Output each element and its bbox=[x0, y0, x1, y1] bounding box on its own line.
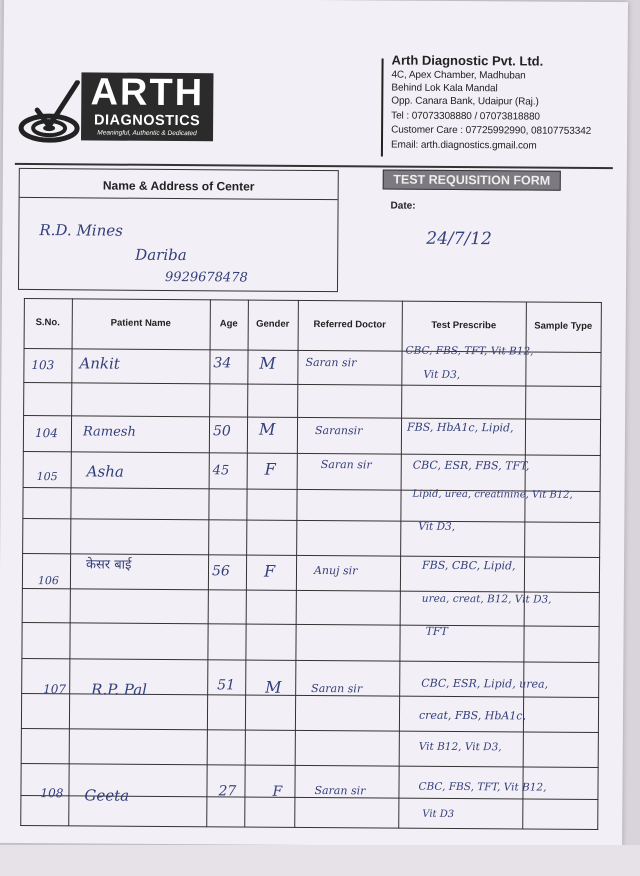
row-106-tests-3: TFT bbox=[425, 624, 448, 638]
row-106-name: केसर बाई bbox=[85, 557, 132, 573]
center-phone: 9929678478 bbox=[165, 269, 248, 286]
row-104-tests-1: FBS, HbA1c, Lipid, bbox=[406, 420, 514, 435]
row-107-gender: M bbox=[265, 677, 282, 697]
center-heading: Name & Address of Center bbox=[20, 169, 338, 200]
row-108-doctor: Saran sir bbox=[314, 784, 366, 798]
row-103-age: 34 bbox=[213, 355, 232, 372]
company-customer-care: Customer Care : 07725992990, 08107753342 bbox=[391, 124, 592, 137]
company-email: Email: arth.diagnostics.gmail.com bbox=[390, 139, 537, 152]
row-103-tests-1: CBC, FBS, TFT, Vit B12, bbox=[405, 344, 534, 358]
row-104-sno: 104 bbox=[34, 426, 58, 441]
row-103-doctor: Saran sir bbox=[305, 355, 357, 370]
target-check-icon bbox=[15, 80, 85, 144]
row-107-tests-1: CBC, ESR, Lipid, urea, bbox=[421, 676, 549, 691]
row-103-name: Ankit bbox=[79, 354, 120, 373]
row-104-name: Ramesh bbox=[82, 424, 136, 440]
header-gender: Gender bbox=[256, 318, 290, 330]
row-106-sno: 106 bbox=[37, 574, 59, 588]
logo-subbrand: DIAGNOSTICS bbox=[93, 112, 201, 130]
header-age: Age bbox=[219, 318, 238, 330]
company-name: Arth Diagnostic Pvt. Ltd. bbox=[391, 52, 544, 69]
row-105-gender: F bbox=[264, 459, 276, 479]
logo-brand: ARTH bbox=[90, 71, 205, 115]
row-108-gender: F bbox=[272, 783, 283, 800]
arth-logo bbox=[15, 70, 216, 149]
header-patient-name: Patient Name bbox=[110, 317, 171, 329]
row-106-doctor: Anuj sir bbox=[313, 564, 358, 578]
row-103-sno: 103 bbox=[31, 358, 55, 373]
row-106-age: 56 bbox=[211, 563, 230, 580]
logo-tagline: Meaningful, Authentic & Dedicated bbox=[97, 129, 197, 138]
center-box bbox=[18, 168, 339, 292]
row-107-sno: 107 bbox=[43, 682, 67, 697]
row-104-doctor: Saransir bbox=[314, 424, 363, 438]
date-label: Date: bbox=[390, 200, 416, 212]
date-value: 24/7/12 bbox=[426, 228, 492, 250]
row-105-tests-3: Vit D3, bbox=[418, 520, 456, 533]
row-108-sno: 108 bbox=[40, 786, 64, 801]
row-104-gender: M bbox=[258, 419, 276, 439]
address-line-1: 4C, Apex Chamber, Madhuban bbox=[391, 69, 526, 82]
logo-box bbox=[81, 72, 213, 141]
row-105-tests-1: CBC, ESR, FBS, TFT, bbox=[412, 458, 530, 473]
row-108-name: Geeta bbox=[84, 786, 130, 805]
row-105-age: 45 bbox=[212, 463, 230, 479]
row-108-age: 27 bbox=[218, 783, 237, 800]
row-105-sno: 105 bbox=[36, 470, 58, 484]
center-place: Dariba bbox=[135, 245, 187, 265]
row-105-doctor: Saran sir bbox=[320, 458, 372, 472]
row-105-tests-2: Lipid, urea, creatinine, Vit B12, bbox=[412, 488, 573, 501]
header-sno: S.No. bbox=[35, 317, 60, 329]
form-title: TEST REQUISITION FORM bbox=[383, 169, 561, 190]
company-tel: Tel : 07073308880 / 07073818880 bbox=[391, 110, 540, 123]
row-108-tests-1: CBC, FBS, TFT, Vit B12, bbox=[418, 780, 547, 794]
row-106-tests-2: urea, creat, B12, Vit D3, bbox=[421, 592, 552, 606]
company-info bbox=[382, 52, 622, 152]
center-name: R.D. Mines bbox=[39, 221, 123, 240]
address-line-3: Opp. Canara Bank, Udaipur (Raj.) bbox=[391, 95, 539, 108]
header-test-prescribe: Test Prescribe bbox=[431, 319, 497, 332]
row-104-age: 50 bbox=[212, 423, 231, 440]
header-referred-doctor: Referred Doctor bbox=[313, 318, 386, 331]
row-107-doctor: Saran sir bbox=[311, 681, 363, 696]
row-103-gender: M bbox=[259, 353, 276, 373]
row-103-tests-2: Vit D3, bbox=[423, 368, 461, 382]
row-107-tests-3: Vit B12, Vit D3, bbox=[418, 740, 502, 754]
row-107-name: R.P. Pal bbox=[91, 680, 148, 699]
row-107-age: 51 bbox=[217, 677, 236, 694]
row-105-name: Asha bbox=[86, 462, 124, 481]
address-line-2: Behind Lok Kala Mandal bbox=[391, 82, 498, 95]
row-107-tests-2: creat, FBS, HbA1c, bbox=[418, 708, 527, 723]
row-108-tests-2: Vit D3 bbox=[422, 808, 455, 820]
header-sample-type: Sample Type bbox=[534, 320, 593, 332]
requisition-table bbox=[20, 298, 602, 830]
row-106-gender: F bbox=[263, 561, 276, 581]
scanner-background bbox=[0, 845, 640, 876]
header-divider bbox=[381, 58, 384, 156]
row-106-tests-1: FBS, CBC, Lipid, bbox=[422, 558, 516, 573]
